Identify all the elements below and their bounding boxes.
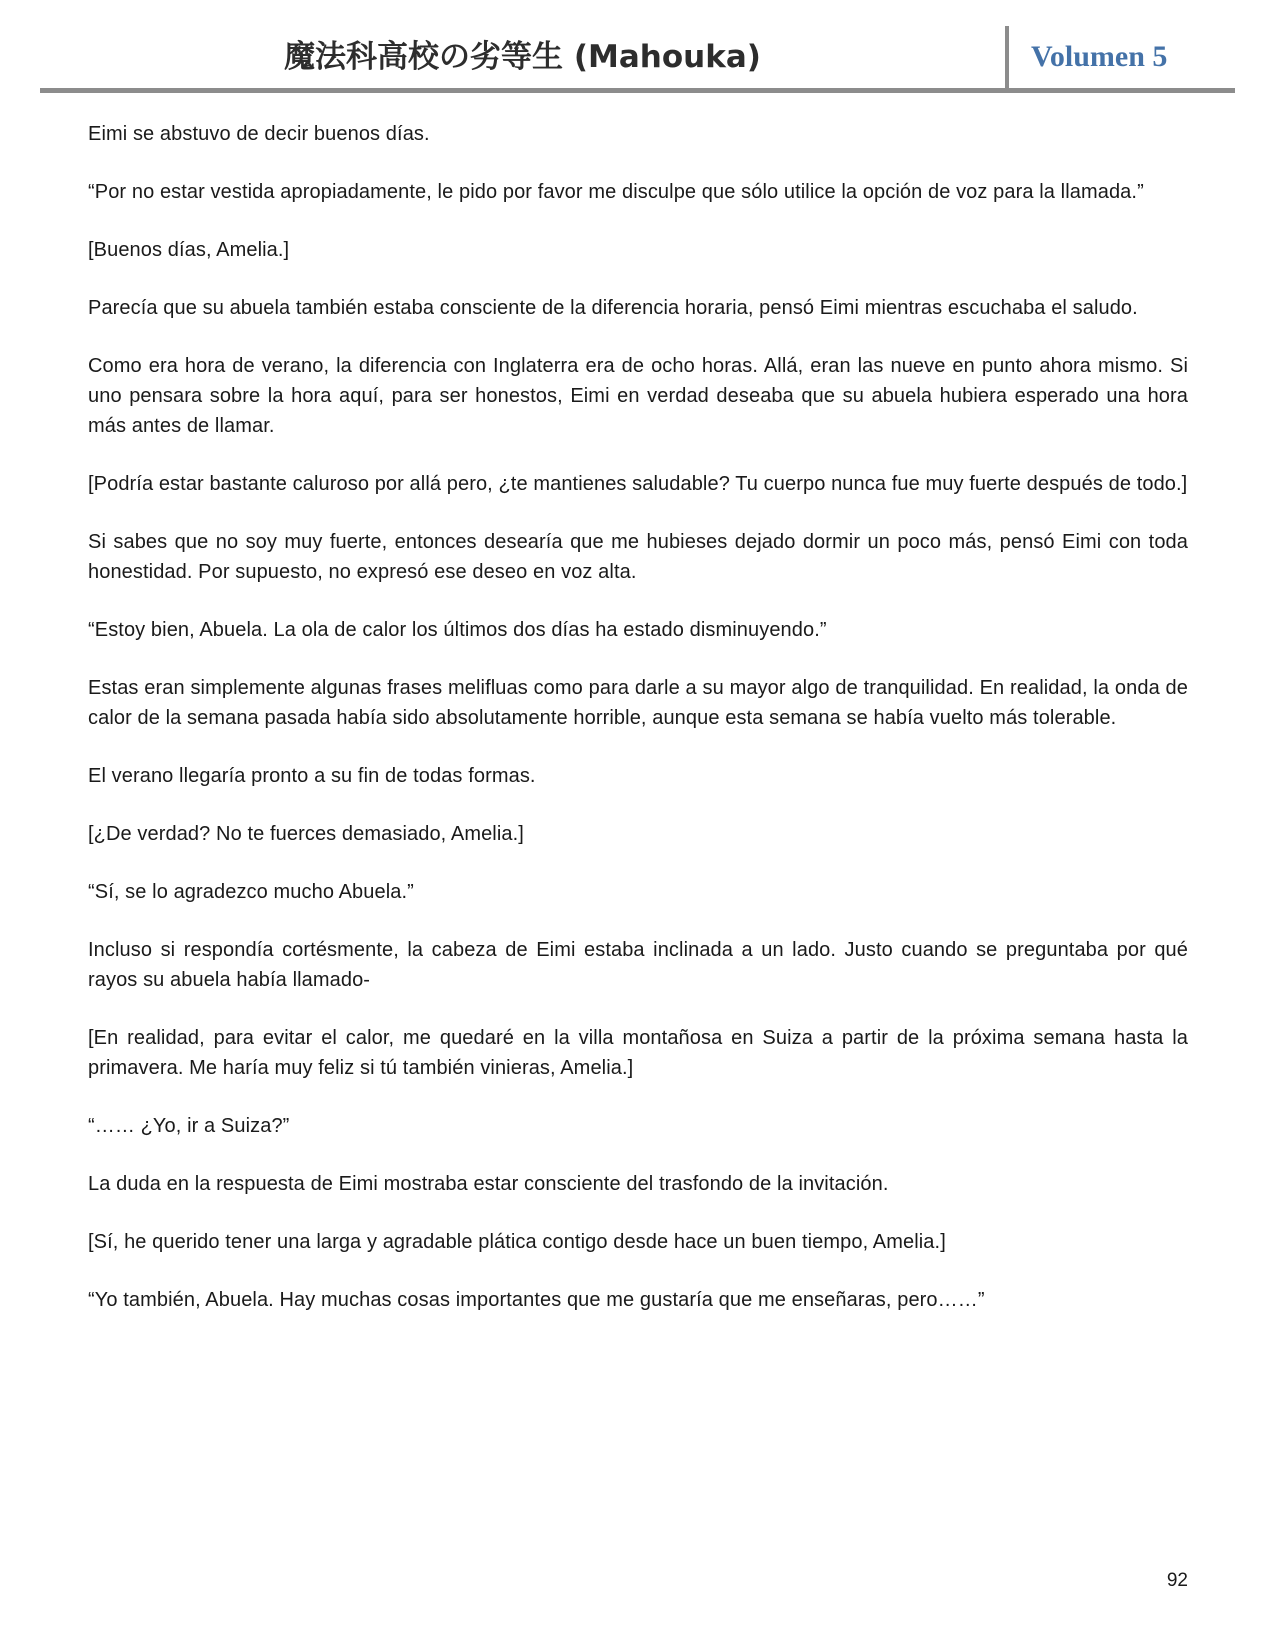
page-number: 92	[1166, 1570, 1188, 1591]
page-header	[40, 0, 1235, 93]
paragraph: [Podría estar bastante caluroso por allá pero, ¿te mantienes saludable? Tu cuerpo nunca fue muy fuerte después de todo.]	[88, 473, 1188, 495]
paragraph: [¿De verdad? No te fuerces demasiado, Amelia.]	[88, 823, 524, 845]
paragraph: [Buenos días, Amelia.]	[88, 239, 290, 261]
paragraph: “Yo también, Abuela. Hay muchas cosas importantes que me gustaría que me enseñaras, pero……”	[88, 1289, 985, 1311]
paragraph: Como era hora de verano, la diferencia con Inglaterra era de ocho horas. Allá, eran las nueve en punto ahora mismo. Si uno pensara sobre la hora aquí, para ser honestos, Eimi en verdad deseaba que su abuela hubiera esperado una hora más antes de llamar.	[88, 355, 1188, 437]
paragraph: “…… ¿Yo, ir a Suiza?”	[88, 1115, 290, 1137]
document-title: 魔法科高校の劣等生 (Mahouka)	[284, 39, 761, 75]
paragraph: Si sabes que no soy muy fuerte, entonces desearía que me hubieses dejado dormir un poco más, pensó Eimi con toda honestidad. Por supuesto, no expresó ese deseo en voz alta.	[88, 531, 1188, 583]
paragraph: “Por no estar vestida apropiadamente, le pido por favor me disculpe que sólo utilice la opción de voz para la llamada.”	[88, 181, 1144, 203]
paragraph: Estas eran simplemente algunas frases melifluas como para darle a su mayor algo de tranquilidad. En realidad, la onda de calor de la semana pasada había sido absolutamente horrible, aunque esta semana se había vuelto más tolerable.	[88, 677, 1188, 729]
paragraph: Eimi se abstuvo de decir buenos días.	[88, 123, 430, 145]
paragraph: [Sí, he querido tener una larga y agradable plática contigo desde hace un buen tiempo, Amelia.]	[88, 1231, 946, 1253]
paragraph: La duda en la respuesta de Eimi mostraba estar consciente del trasfondo de la invitación.	[88, 1173, 889, 1195]
paragraph: “Sí, se lo agradezco mucho Abuela.”	[88, 881, 414, 903]
body-text	[88, 119, 1188, 1315]
paragraph: El verano llegaría pronto a su fin de todas formas.	[88, 765, 536, 787]
paragraph: Incluso si respondía cortésmente, la cabeza de Eimi estaba inclinada a un lado. Justo cuando se preguntaba por qué rayos su abuela había llamado-	[88, 939, 1188, 991]
paragraph: [En realidad, para evitar el calor, me quedaré en la villa montañosa en Suiza a partir de la próxima semana hasta la primavera. Me haría muy feliz si tú también vinieras, Amelia.]	[88, 1027, 1188, 1079]
paragraph: Parecía que su abuela también estaba consciente de la diferencia horaria, pensó Eimi mientras escuchaba el saludo.	[88, 297, 1138, 319]
paragraph: “Estoy bien, Abuela. La ola de calor los últimos dos días ha estado disminuyendo.”	[88, 619, 827, 641]
volume-label: Volumen 5	[1031, 40, 1168, 73]
